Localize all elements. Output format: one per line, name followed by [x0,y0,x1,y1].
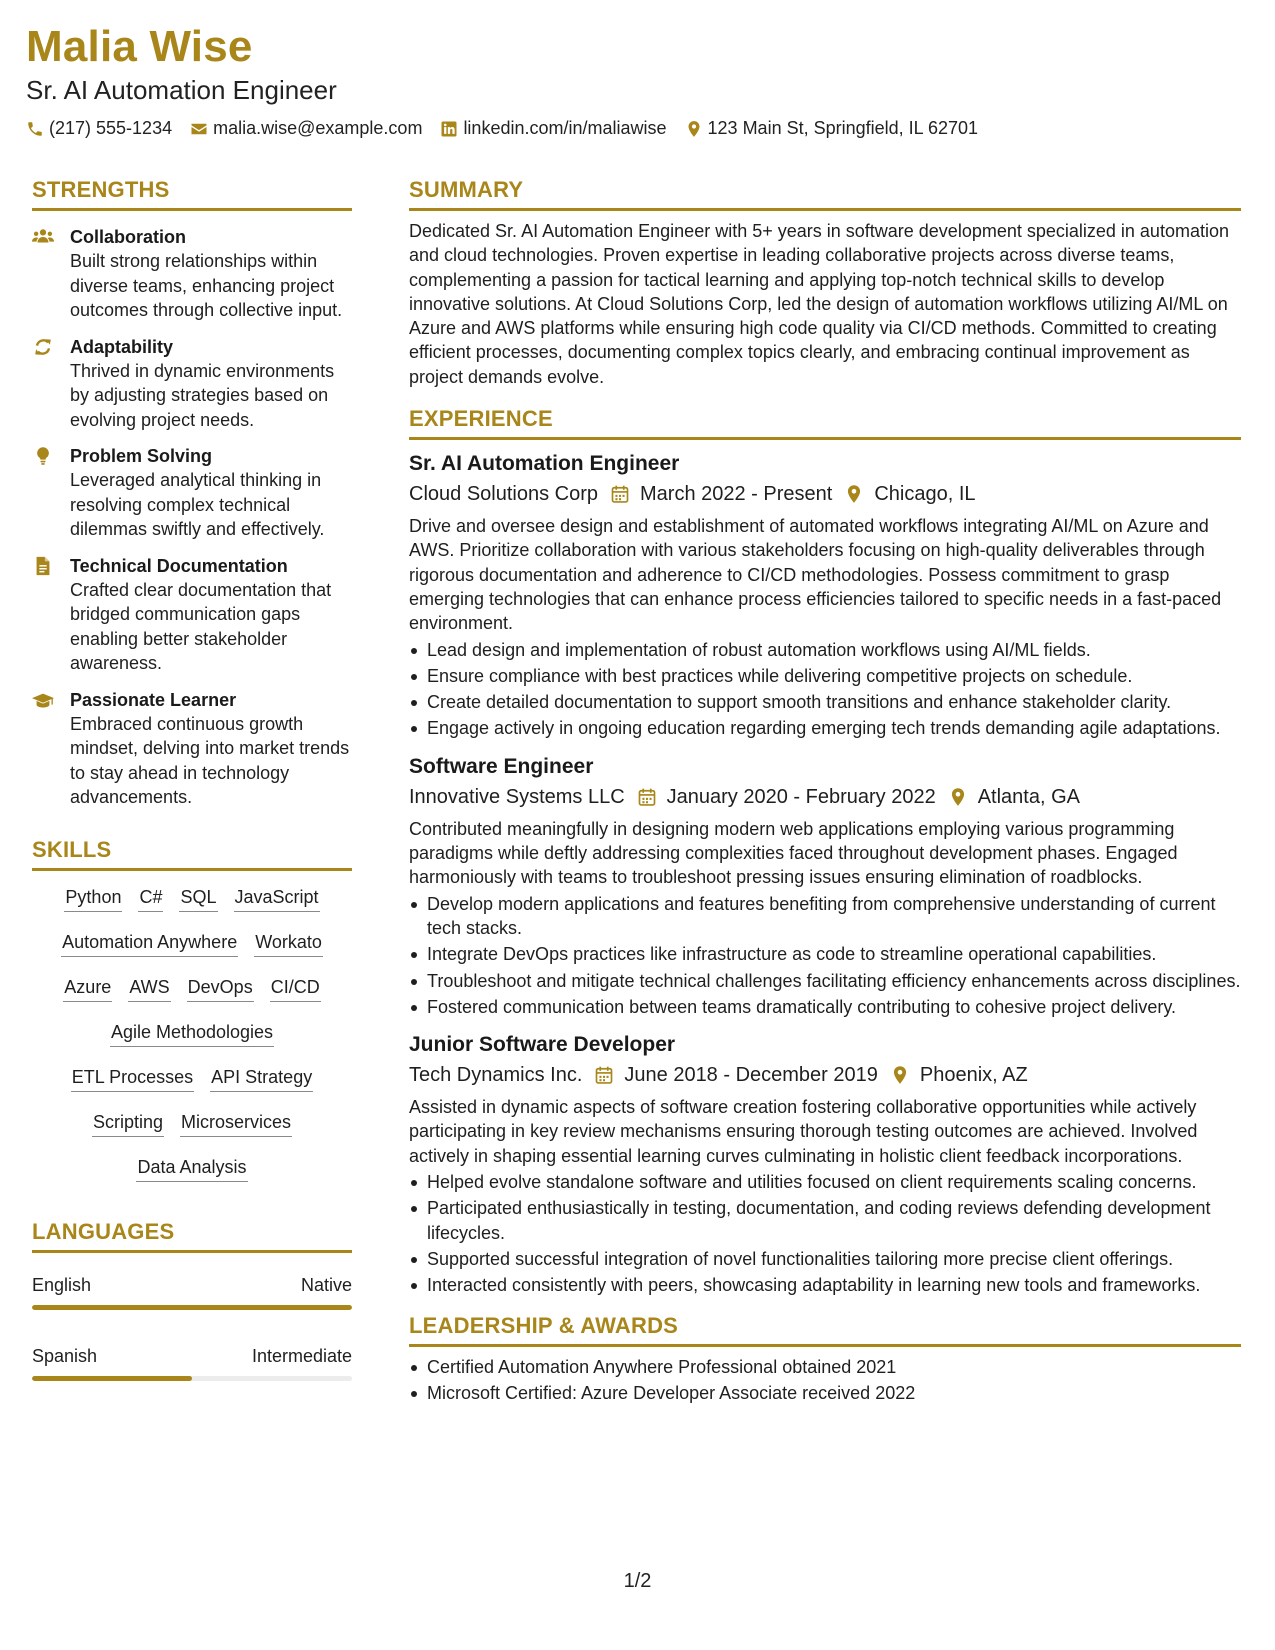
job-bullet: Participated enthusiastically in testing, documentation, and coding reviews defending development lifecycles. [409,1196,1241,1245]
contact-address-text: 123 Main St, Springfield, IL 62701 [707,118,979,138]
job-bullet: Create detailed documentation to support smooth transitions and enhance stakeholder clarity. [409,690,1241,714]
awards-heading: LEADERSHIP & AWARDS [409,1312,1241,1347]
skill-tag: CI/CD [270,975,321,1002]
experience-heading: EXPERIENCE [409,405,1241,440]
job-description: Contributed meaningfully in designing modern web applications employing various programming paradigms while deftly addressing complexities faced throughout development phases. Engaged harmoniously with teams to troubleshoot pressing issues ensuring elimination of roadblocks. [409,818,1178,888]
skill-tag: Scripting [92,1110,164,1137]
summary-text: Dedicated Sr. AI Automation Engineer with 5+ years in software development specialized in automation and cloud technologies. Proven expertise in leading collaborative projects across diverse teams, complementing a passion for tactical learning and applying top-notch technical skills to develop innovative solutions. At Cloud Solutions Corp, led the design of automation workflows utilizing AI/ML on Azure and AWS platforms while ensuring high code quality via CI/CD methods. Committed to creating efficient processes, documenting complex topics clearly, and embracing continual improvement as project demands evolve. [409,221,1229,387]
strength-item [32,554,352,676]
strength-desc: Built strong relationships within diverse teams, enhancing project outcomes through collective input. [70,251,343,320]
language-item [32,1273,352,1310]
sync-icon [32,337,54,357]
strength-title: Collaboration [70,227,186,247]
strength-desc: Crafted clear documentation that bridged communication gaps enabling better stakeholder awareness. [70,579,332,673]
job-company: Innovative Systems LLC [409,785,625,808]
award-item: Microsoft Certified: Azure Developer Associate received 2022 [409,1381,1241,1405]
strength-title: Technical Documentation [70,555,288,576]
contact-linkedin-text: linkedin.com/in/maliawise [463,118,667,138]
contact-address [685,118,979,139]
skill-row [32,1110,352,1155]
job-bullet: Fostered communication between teams dramatically contributing to cohesive project delivery. [409,995,1241,1019]
resume-header [26,22,1246,139]
job-bullet: Engage actively in ongoing education regarding emerging tech trends demanding agile adaptations. [409,716,1241,740]
left-column [32,176,352,1415]
page-number: 1/2 [623,1570,652,1592]
awards-list [409,1355,1241,1406]
languages-list [32,1273,352,1381]
job-location: Atlanta, GA [977,785,1080,808]
language-name: English [32,1274,92,1295]
strength-item [32,688,352,810]
language-level: Intermediate [251,1345,352,1366]
right-column [409,176,1241,1407]
strength-item [32,335,352,433]
skill-tag: API Strategy [210,1065,313,1092]
job-description: Assisted in dynamic aspects of software creation fostering collaborative opportunities while actively participating in key review mechanisms ensuring thorough testing outcomes are achieved. Involved actively in shaping essential learning curves culminating in holistic client feedback incorporations. [409,1097,1198,1166]
skill-tag: AWS [128,975,170,1002]
strength-title: Adaptability [70,336,174,357]
skill-tag: DevOps [187,975,254,1002]
skill-tag: C# [138,885,163,912]
job-meta [409,1061,1241,1089]
language-level-fill [32,1376,192,1381]
contact-phone-text: (217) 555-1234 [49,118,173,138]
skill-row [32,1020,352,1065]
strength-desc: Embraced continuous growth mindset, delving into market trends to stay ahead in technology advancements. [70,713,350,807]
job-meta [409,480,1241,508]
skill-tag: Agile Methodologies [110,1020,274,1047]
award-item: Certified Automation Anywhere Professional obtained 2021 [409,1355,1241,1379]
job-bullet: Supported successful integration of novel functionalities tailoring more precise client offerings. [409,1247,1241,1271]
job-bullet: Lead design and implementation of robust automation workflows using AI/ML fields. [409,638,1241,662]
job-entry [409,450,1241,741]
language-name: Spanish [32,1345,98,1366]
job-dates: June 2018 - December 2019 [624,1064,878,1087]
job-bullets [409,892,1241,1019]
job-company: Cloud Solutions Corp [409,483,598,506]
map-pin-icon [948,787,968,807]
strength-title: Problem Solving [70,446,213,466]
contact-email-text: malia.wise@example.com [213,118,423,138]
job-title: Sr. AI Automation Engineer [409,452,680,476]
strength-item [32,225,352,323]
skill-tag: ETL Processes [71,1065,194,1092]
job-dates: March 2022 - Present [640,483,833,506]
strength-title: Passionate Learner [70,689,237,710]
job-bullet: Interacted consistently with peers, showcasing adaptability in learning new tools and frameworks. [409,1273,1241,1297]
job-description: Drive and oversee design and establishment of automated workflows integrating AI/ML on Azure and AWS. Prioritize collaboration with various stakeholders focusing on high-quality deliverables through rigorous documentation and adherence to CI/CD methodologies. Possess commitment to grasp emerging technologies that can enhance process efficiencies tailored to specific needs in a fast-paced environment. [409,516,1222,634]
job-meta [409,783,1241,811]
language-level: Native [300,1274,352,1295]
contact-linkedin[interactable] [440,118,666,139]
document-icon [32,556,54,576]
candidate-title: Sr. AI Automation Engineer [26,75,337,105]
job-bullets [409,1170,1241,1297]
job-entry [409,753,1241,1019]
graduation-cap-icon [32,690,54,710]
job-title: Junior Software Developer [409,1033,676,1057]
users-icon [32,227,54,247]
job-bullet: Troubleshoot and mitigate technical challenges facilitating efficiency enhancements across disciplines. [409,969,1241,993]
contact-phone[interactable] [26,118,172,139]
strength-desc: Thrived in dynamic environments by adjusting strategies based on evolving project needs. [70,360,335,430]
skill-tag: Microservices [180,1110,292,1137]
job-title: Software Engineer [409,754,594,778]
skill-tag: Python [64,885,122,912]
skill-tag: Workato [254,930,323,957]
skill-tag: Automation Anywhere [61,930,238,957]
strength-desc: Leveraged analytical thinking in resolving complex technical dilemmas swiftly and effectively. [70,470,325,539]
skill-tag: Azure [63,975,112,1002]
map-pin-icon [844,484,864,504]
strengths-heading: STRENGTHS [32,176,352,211]
candidate-name: Malia Wise [26,22,253,71]
languages-heading: LANGUAGES [32,1218,352,1253]
job-company: Tech Dynamics Inc. [409,1064,583,1087]
phone-icon [26,120,44,138]
job-dates: January 2020 - February 2022 [666,785,936,808]
skill-tag: JavaScript [234,885,320,912]
calendar-icon [594,1065,614,1085]
strengths-list [32,225,352,810]
job-location: Chicago, IL [874,483,976,506]
language-level-fill [32,1305,352,1310]
job-bullet: Integrate DevOps practices like infrastructure as code to streamline operational capabilities. [409,942,1241,966]
job-entry [409,1031,1241,1297]
job-bullet: Helped evolve standalone software and utilities focused on client requirements scaling concerns. [409,1170,1241,1194]
job-bullet: Develop modern applications and features benefiting from comprehensive understanding of current tech stacks. [409,892,1241,941]
job-bullets [409,638,1241,741]
job-location: Phoenix, AZ [919,1064,1028,1087]
skill-row [32,930,352,975]
language-level-bar [32,1305,352,1310]
contact-bar [26,118,1246,139]
summary-heading: SUMMARY [409,176,1241,211]
linkedin-icon [440,120,458,138]
contact-email[interactable] [190,118,422,139]
calendar-icon [610,484,630,504]
job-bullet: Ensure compliance with best practices while delivering competitive projects on schedule. [409,664,1241,688]
strength-item [32,444,352,542]
language-level-bar [32,1376,352,1381]
skill-tag: Data Analysis [136,1155,247,1182]
skill-tag: SQL [179,885,217,912]
skill-row [32,975,352,1020]
skill-row [32,885,352,930]
skill-row [32,1065,352,1110]
map-pin-icon [685,120,703,138]
envelope-icon [190,120,208,138]
skills-list [32,885,352,1200]
lightbulb-icon [32,446,54,466]
language-item [32,1344,352,1381]
skill-row [32,1155,352,1200]
calendar-icon [637,787,657,807]
map-pin-icon [890,1065,910,1085]
skills-heading: SKILLS [32,836,352,871]
